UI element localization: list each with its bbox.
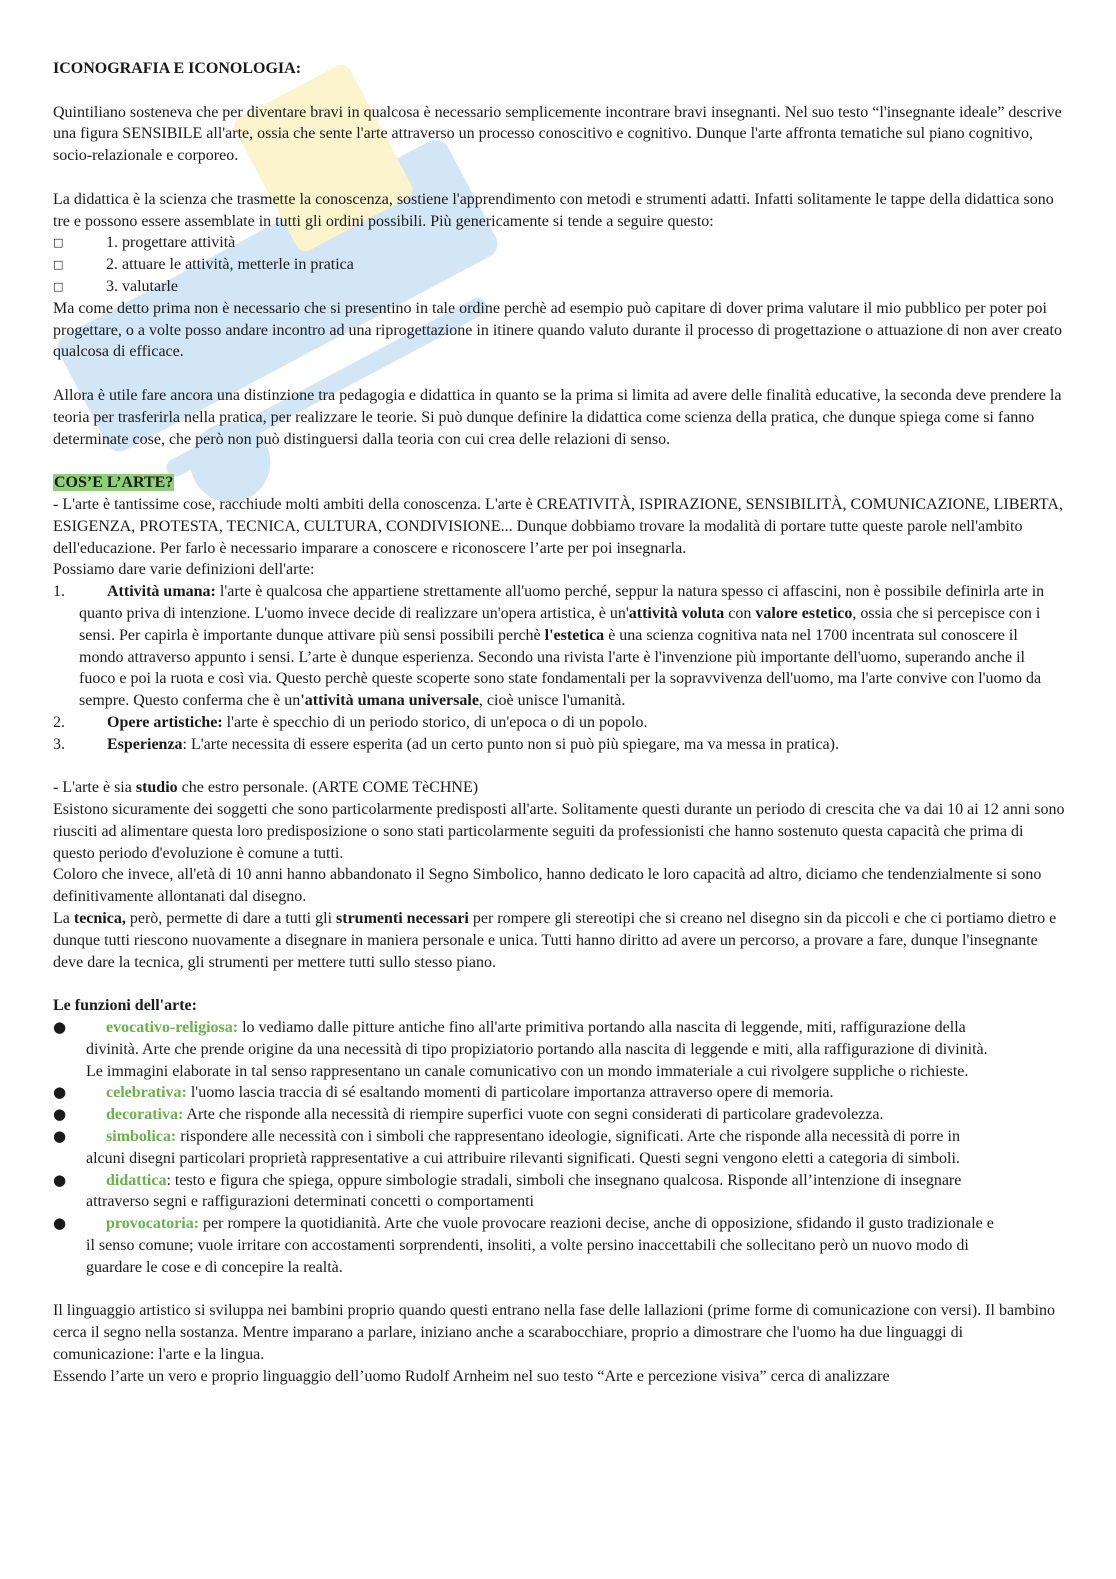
list-number: 3.	[53, 735, 65, 753]
function-text: lo vediamo dalle pitture antiche fino all'arte primitiva portando alla nascita di leggende, miti, raffigurazione della divinità. Arte che prende origine da una necessità di tipo propiziatorio portando alla nascita di leggende e miti, alla raffigurazione di divinità. Le immagini elaborate in tal senso rappresentano un canale comunicativo con un mondo immateriale a cui rivolgere suppliche o richieste.	[86, 1019, 988, 1080]
definition-body: l'arte è specchio di un periodo storico, di un'epoca o di un popolo.	[222, 713, 648, 731]
definitions-list	[53, 581, 1065, 755]
paragraph-arte-intro: - L'arte è tantissime cose, racchiude molti ambiti della conoscenza. L'arte è CREATIVITÀ, ISPIRAZIONE, SENSIBILITÀ, COMUNICAZIONE, LIBERTA, ESIGENZA, PROTESTA, TECNICA, CULTURA, CONDIVISIONE... Dunque dobbiamo trovare la modalità di portare tutte queste parole nell'ambito dell'educazione. Per farlo è necessario imparare a conoscere e riconoscere l’arte per poi insegnarla.	[53, 495, 1063, 557]
box-bullet-icon: □	[53, 258, 64, 272]
list-number: 2.	[53, 713, 65, 731]
definition-body: , ossia che si percepisce con i sensi. Per capirla è importante dunque attivare più sensi possibili perchè	[79, 604, 1041, 644]
function-text: Arte che risponde alla necessità di riempire superfici vuote con segni considerati di particolare gradevolezza.	[183, 1106, 884, 1124]
definition-body: , cioè unisce l'umanità.	[478, 692, 626, 710]
function-label: didattica	[106, 1171, 167, 1189]
function-label: decorativa:	[106, 1106, 184, 1124]
definition-text	[79, 734, 1065, 756]
bold-phrase: tecnica,	[73, 910, 126, 928]
function-text: per rompere la quotidianità. Arte che vuole provocare reazioni decise, anche di opposizione, sfidando il gusto tradizionale e il senso comune; vuole irritare con accostamenti sorprendenti, insoliti, a volte persino inaccettabili che sollecitano però un nuovo modo di guardare le cose e di concepire la realtà.	[86, 1215, 994, 1276]
paragraph-pedagogia: Allora è utile fare ancora una distinzione tra pedagogia e didattica in quanto se la prima si limita ad avere delle finalità educative, la seconda deve prendere la teoria per trasferirla nella pratica, per realizzare le teorie. Si può dunque definire la didattica come scienza della pratica, che dunque spiega come si fanno determinate cose, che però non può distinguersi dalla teoria con cui crea delle relazioni di senso.	[53, 386, 1062, 448]
definition-term: Esperienza	[107, 735, 183, 753]
paragraph-defs-intro: Possiamo dare varie definizioni dell'arte:	[53, 561, 315, 579]
function-text: l'uomo lascia traccia di sé esaltando momenti di particolare importanza attraverso opere di memoria.	[186, 1084, 834, 1102]
bullet-icon: ●	[53, 1083, 67, 1102]
section-heading-arte: COS’E L’ARTE?	[54, 474, 174, 492]
list-item	[53, 712, 1065, 734]
bullet-icon: ●	[53, 1214, 67, 1233]
document-title: ICONOGRAFIA E ICONOLOGIA:	[53, 60, 302, 77]
function-label: celebrativa:	[106, 1084, 187, 1102]
list-item	[53, 581, 1065, 712]
list-number: 1.	[53, 583, 65, 601]
step-text: 2. attuare le attività, metterle in pratica	[106, 256, 354, 274]
steps-list	[53, 232, 1065, 297]
list-item	[53, 276, 1065, 298]
definition-text	[79, 581, 1065, 712]
bold-phrase: 'attività umana universale	[300, 692, 479, 710]
list-item	[53, 1082, 1065, 1104]
text-run: che estro personale. (ARTE COME TèCHNE)	[177, 779, 479, 797]
list-item	[53, 232, 1065, 254]
bullet-icon: ●	[53, 1170, 67, 1189]
paragraph-predisposti: Esistono sicuramente dei soggetti che sono particolarmente predisposti all'arte. Solitamente questi durante un periodo di crescita che va dai 10 ai 12 anni sono riusciti ad alimentare questa loro predisposizione o sono stati particolarmente seguiti da professionisti che hanno sostenuto questa capacità che prima di questo periodo d'evoluzione è comune a tutti.	[53, 801, 1065, 862]
document-page	[53, 58, 1065, 1388]
definition-body: con	[724, 604, 756, 622]
functions-list	[53, 1017, 1065, 1279]
function-label: provocatoria:	[106, 1215, 200, 1233]
paragraph-steps-note: Ma come detto prima non è necessario che si presentino in tale ordine perchè ad esempio può capitare di dover prima valutare il mio pubblico per poter poi progettare, o a volte posso andare incontro ad una riprogettazione in itinere quando valuto durante il processo di progettazione o attuazione di non aver creato qualcosa di efficace.	[53, 299, 1062, 361]
text-run: per rompere gli stereotipi che si creano nel disegno sin da piccoli e che ci portiamo dietro e dunque tutti riescono nuovamente a disegnare in maniera personale e unica. Tutti hanno diritto ad avere un percorso, a provare a fare, dunque l'insegnante deve dare la tecnica, gli strumenti per mettere tutti sullo stesso piano.	[53, 910, 1057, 971]
bold-phrase: attività voluta	[628, 604, 725, 622]
bullet-icon: ●	[53, 1127, 67, 1146]
list-item	[53, 254, 1065, 276]
function-label: simbolica:	[106, 1128, 177, 1146]
function-label: evocativo-religiosa:	[106, 1019, 239, 1037]
definition-body: l'arte è qualcosa che appartiene strettamente all'uomo perché, seppur la natura spesso ci affascini, non è possibile definirla arte in quanto priva di intenzione. L'uomo invece decide di realizzare un'opera artistica, è un'	[79, 583, 1045, 622]
bold-phrase: valore estetico	[755, 604, 853, 622]
list-item	[53, 734, 1065, 756]
box-bullet-icon: □	[53, 279, 64, 293]
bullet-icon: ●	[53, 1105, 67, 1124]
bullet-icon: ●	[53, 1018, 67, 1037]
text-run: però, permette di dare a tutti gli	[125, 910, 337, 928]
list-item	[53, 1213, 1065, 1278]
function-text: rispondere alle necessità con i simboli che rappresentano ideologie, significati. Arte che risponde alla necessità di porre in alcuni disegni particolari proprietà rappresentative a cui attribuire rilevanti significati. Questi segni vengono eletti a categoria di simboli.	[86, 1128, 960, 1167]
paragraph-intro: Quintiliano sosteneva che per diventare bravi in qualcosa è necessario semplicemente incontrare bravi insegnanti. Nel suo testo “l'insegnante ideale” descrive una figura SENSIBILE all'arte, ossia che sente l'arte attraverso un processo conoscitivo e cognitivo. Dunque l'arte affronta tematiche sul piano cognitivo, socio-relazionale e corporeo.	[53, 103, 1062, 165]
list-item	[53, 1104, 1065, 1126]
definition-body: : L'arte necessita di essere esperita (ad un certo punto non si può più spiegare, ma va messa in pratica).	[182, 735, 839, 753]
text-run: La	[53, 910, 74, 928]
list-item	[53, 1126, 1065, 1170]
paragraph-studio	[53, 777, 1065, 799]
section-heading-funzioni: Le funzioni dell'arte:	[53, 997, 197, 1015]
bold-phrase: l'estetica	[544, 626, 605, 644]
bold-phrase: strumenti necessari	[336, 910, 469, 928]
definition-text	[79, 712, 1065, 734]
paragraph-linguaggio: Il linguaggio artistico si sviluppa nei bambini proprio quando questi entrano nella fase delle lallazioni (prime forme di comunicazione con versi). Il bambino cerca il segno nella sostanza. Mentre imparano a parlare, iniziano anche a scarabocchiare, proprio a dimostrare che l'uomo ha due linguaggi di comunicazione: l'arte e la lingua.	[53, 1302, 1055, 1364]
definition-body: è una scienza cognitiva nata nel 1700 incentrata sul conoscere il mondo attraverso appunto i sensi. L’arte è dunque esperienza. Secondo una rivista l'arte è l'invenzione più importante dell'uomo, superando anche il fuoco e poi la ruota e così via. Questo perchè queste scoperte sono state fondamentali per la sopravvivenza dell'uomo, ma l'arte convive con l'uomo da sempre. Questo conferma che è un	[79, 626, 1042, 710]
paragraph-coloro: Coloro che invece, all'età di 10 anni hanno abbandonato il Segno Simbolico, hanno dedicato le loro capacità ad altro, diciamo che tendenzialmente si sono definitivamente allontanati dal disegno.	[53, 866, 1042, 906]
step-text: 1. progettare attività	[106, 234, 236, 252]
box-bullet-icon: □	[53, 236, 64, 250]
text-run: - L'arte è sia	[53, 779, 136, 797]
definition-term: Opere artistiche:	[107, 713, 223, 731]
paragraph-didattica: La didattica è la scienza che trasmette la conoscenza, sostiene l'apprendimento con metodi e strumenti adatti. Infatti solitamente le tappe della didattica sono tre e possono essere assemblate in tutti gli ordini possibili. Più genericamente si tende a seguire questo:	[53, 190, 1054, 230]
paragraph-tecnica	[53, 908, 1065, 973]
function-text: : testo e figura che spiega, oppure simbologie stradali, simboli che insegnano qualcosa. Risponde all’intenzione di insegnare attraverso segni e raffigurazioni determinati concetti o comportamenti	[86, 1171, 962, 1211]
definition-term: Attività umana:	[107, 583, 216, 601]
list-item	[53, 1017, 1065, 1082]
paragraph-arnheim: Essendo l’arte un vero e proprio linguaggio dell’uomo Rudolf Arnheim nel suo testo “Arte e percezione visiva” cerca di analizzare	[53, 1367, 890, 1385]
step-text: 3. valutarle	[106, 277, 178, 295]
bold-phrase: studio	[135, 779, 178, 797]
list-item	[53, 1170, 1065, 1214]
